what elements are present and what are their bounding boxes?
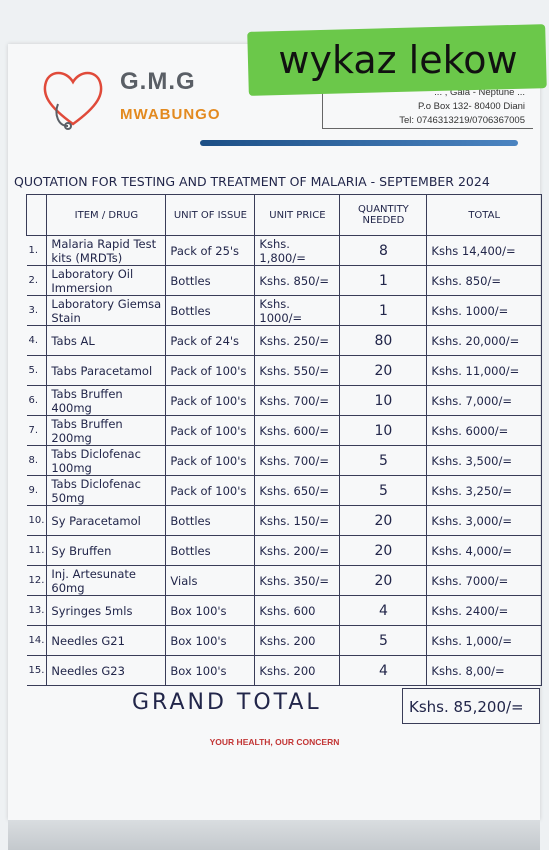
item-cell: Sy Bruffen <box>47 536 166 566</box>
address-block <box>399 86 525 128</box>
row-number: 11. <box>27 536 47 566</box>
quantity-cell: 5 <box>340 476 427 506</box>
total-cell: Kshs. 2400/= <box>427 596 542 626</box>
unit-cell: Vials <box>166 566 255 596</box>
quantity-cell: 80 <box>340 326 427 356</box>
table-row <box>27 416 542 446</box>
price-cell: Kshs. 850/= <box>255 266 340 296</box>
price-cell: Kshs. 200 <box>255 626 340 656</box>
total-cell: Kshs. 1000/= <box>427 296 542 326</box>
price-cell: Kshs. 350/= <box>255 566 340 596</box>
total-cell: Kshs. 4,000/= <box>427 536 542 566</box>
quantity-cell: 4 <box>340 596 427 626</box>
table-row <box>27 326 542 356</box>
banner-text: wykaz lekow <box>278 38 518 82</box>
header-unit: UNIT OF ISSUE <box>166 195 255 236</box>
quantity-cell: 20 <box>340 536 427 566</box>
unit-cell: Bottles <box>166 296 255 326</box>
item-cell: Tabs AL <box>47 326 166 356</box>
total-cell: Kshs. 3,250/= <box>427 476 542 506</box>
quotation-title: QUOTATION FOR TESTING AND TREATMENT OF MALARIA - SEPTEMBER 2024 <box>14 174 490 189</box>
total-cell: Kshs. 850/= <box>427 266 542 296</box>
quotation-table <box>26 194 542 686</box>
table-row <box>27 266 542 296</box>
item-cell: Tabs Diclofenac 50mg <box>47 476 166 506</box>
grand-total-label: GRAND TOTAL <box>132 690 322 715</box>
telephone: Tel: 0746313219/0706367005 <box>399 115 525 126</box>
total-cell: Kshs. 1,000/= <box>427 626 542 656</box>
header-quantity: QUANTITY NEEDED <box>340 195 427 236</box>
header-number <box>27 195 47 236</box>
unit-cell: Pack of 100's <box>166 386 255 416</box>
row-number: 1. <box>27 236 47 266</box>
grand-total-value: Kshs. 85,200/= <box>402 688 540 724</box>
item-cell: Needles G21 <box>47 626 166 656</box>
price-cell: Kshs. 200 <box>255 656 340 686</box>
quantity-cell: 4 <box>340 656 427 686</box>
quantity-cell: 1 <box>340 296 427 326</box>
unit-cell: Pack of 100's <box>166 476 255 506</box>
row-number: 10. <box>27 506 47 536</box>
total-cell: Kshs. 7000/= <box>427 566 542 596</box>
item-cell: Inj. Artesunate 60mg <box>47 566 166 596</box>
tagline: YOUR HEALTH, OUR CONCERN <box>209 737 340 747</box>
header-total: TOTAL <box>427 195 542 236</box>
brand-location: MWABUNGO <box>120 106 221 123</box>
price-cell: Kshs. 1000/= <box>255 296 340 326</box>
total-cell: Kshs. 11,000/= <box>427 356 542 386</box>
row-number: 15. <box>27 656 47 686</box>
total-cell: Kshs. 20,000/= <box>427 326 542 356</box>
quantity-cell: 10 <box>340 386 427 416</box>
row-number: 3. <box>27 296 47 326</box>
item-cell: Tabs Paracetamol <box>47 356 166 386</box>
price-cell: Kshs. 600 <box>255 596 340 626</box>
price-cell: Kshs. 700/= <box>255 386 340 416</box>
table-row <box>27 536 542 566</box>
quantity-cell: 8 <box>340 236 427 266</box>
table-row <box>27 596 542 626</box>
item-cell: Malaria Rapid Test kits (MRDTs) <box>47 236 166 266</box>
quantity-cell: 20 <box>340 566 427 596</box>
quantity-cell: 5 <box>340 626 427 656</box>
row-number: 13. <box>27 596 47 626</box>
total-cell: Kshs. 7,000/= <box>427 386 542 416</box>
row-number: 9. <box>27 476 47 506</box>
row-number: 7. <box>27 416 47 446</box>
header-rule <box>200 140 518 146</box>
quantity-cell: 5 <box>340 446 427 476</box>
unit-cell: Bottles <box>166 266 255 296</box>
item-cell: Laboratory Giemsa Stain <box>47 296 166 326</box>
unit-cell: Bottles <box>166 536 255 566</box>
heart-stethoscope-logo <box>38 64 108 134</box>
table-header-row <box>27 195 542 236</box>
item-cell: Tabs Bruffen 400mg <box>47 386 166 416</box>
paper-fold <box>8 820 540 850</box>
price-cell: Kshs. 600/= <box>255 416 340 446</box>
table-row <box>27 656 542 686</box>
unit-cell: Bottles <box>166 506 255 536</box>
total-cell: Kshs. 3,000/= <box>427 506 542 536</box>
header-item: ITEM / DRUG <box>47 195 166 236</box>
row-number: 12. <box>27 566 47 596</box>
row-number: 8. <box>27 446 47 476</box>
unit-cell: Box 100's <box>166 626 255 656</box>
item-cell: Sy Paracetamol <box>47 506 166 536</box>
total-cell: Kshs. 8,00/= <box>427 656 542 686</box>
unit-cell: Pack of 100's <box>166 446 255 476</box>
row-number: 14. <box>27 626 47 656</box>
table-row <box>27 626 542 656</box>
unit-cell: Box 100's <box>166 596 255 626</box>
quantity-cell: 20 <box>340 356 427 386</box>
unit-cell: Box 100's <box>166 656 255 686</box>
row-number: 5. <box>27 356 47 386</box>
total-cell: Kshs. 3,500/= <box>427 446 542 476</box>
item-cell: Tabs Diclofenac 100mg <box>47 446 166 476</box>
item-cell: Tabs Bruffen 200mg <box>47 416 166 446</box>
price-cell: Kshs. 250/= <box>255 326 340 356</box>
item-cell: Needles G23 <box>47 656 166 686</box>
po-box: P.o Box 132- 80400 Diani <box>417 101 525 112</box>
unit-cell: Pack of 24's <box>166 326 255 356</box>
table-row <box>27 446 542 476</box>
price-cell: Kshs. 1,800/= <box>255 236 340 266</box>
table-row <box>27 356 542 386</box>
unit-cell: Pack of 100's <box>166 356 255 386</box>
table-row <box>27 296 542 326</box>
price-cell: Kshs. 150/= <box>255 506 340 536</box>
row-number: 6. <box>27 386 47 416</box>
quantity-cell: 1 <box>340 266 427 296</box>
table-row <box>27 506 542 536</box>
table-row <box>27 566 542 596</box>
unit-cell: Pack of 100's <box>166 416 255 446</box>
item-cell: Laboratory Oil Immersion <box>47 266 166 296</box>
header-price: UNIT PRICE <box>255 195 340 236</box>
price-cell: Kshs. 200/= <box>255 536 340 566</box>
total-cell: Kshs. 6000/= <box>427 416 542 446</box>
quantity-cell: 10 <box>340 416 427 446</box>
price-cell: Kshs. 550/= <box>255 356 340 386</box>
price-cell: Kshs. 650/= <box>255 476 340 506</box>
row-number: 4. <box>27 326 47 356</box>
unit-cell: Pack of 25's <box>166 236 255 266</box>
item-cell: Syringes 5mls <box>47 596 166 626</box>
row-number: 2. <box>27 266 47 296</box>
quantity-cell: 20 <box>340 506 427 536</box>
table-row <box>27 236 542 266</box>
table-row <box>27 386 542 416</box>
total-cell: Kshs 14,400/= <box>427 236 542 266</box>
brand-name: G.M.G <box>120 68 196 95</box>
table-row <box>27 476 542 506</box>
address-line: ... , Gala - Neptune ... <box>434 87 525 98</box>
price-cell: Kshs. 700/= <box>255 446 340 476</box>
